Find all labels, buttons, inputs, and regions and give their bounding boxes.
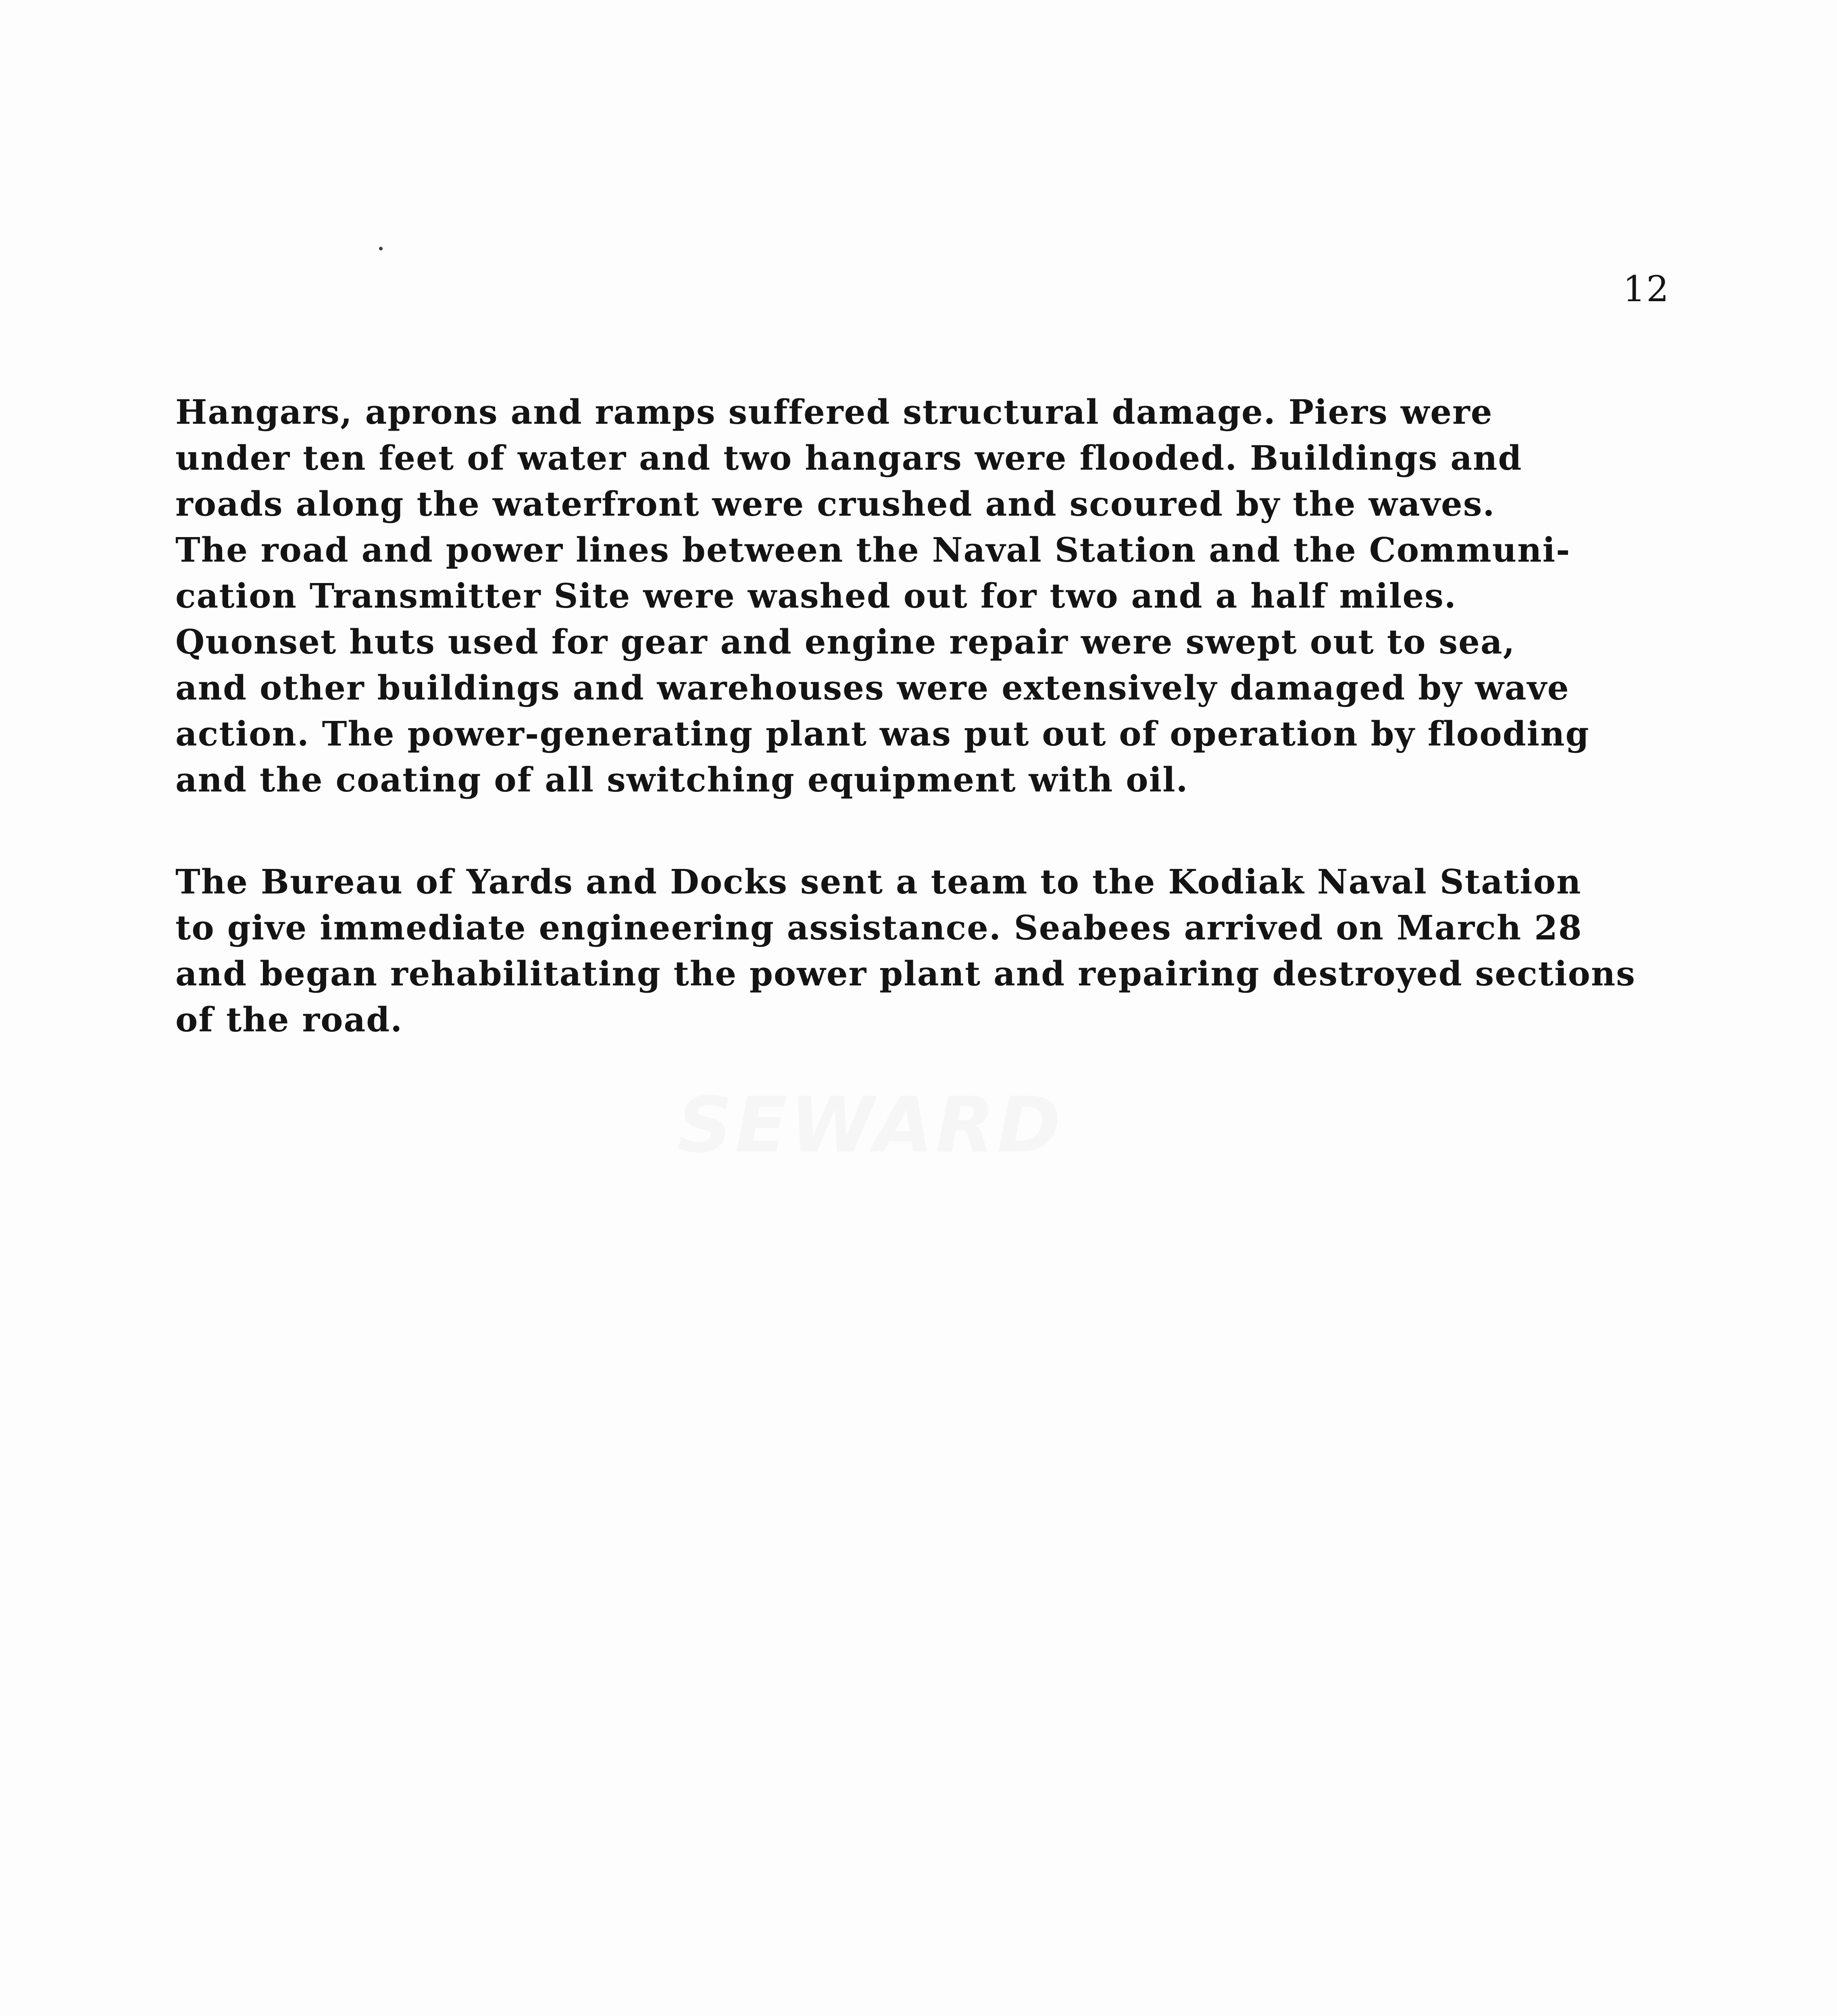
text-line: of the road. [175,1000,403,1039]
text-line: Quonset huts used for gear and engine repair were swept out to sea, [175,622,1516,662]
page-number: 12 [1623,268,1670,310]
text-line: Hangars, aprons and ramps suffered structural damage. Piers were [175,392,1493,432]
text-line: under ten feet of water and two hangars were flooded. Buildings and [175,438,1523,478]
faint-watermark: SEWARD [677,1081,1063,1170]
text-line: and other buildings and warehouses were extensively damaged by wave [175,668,1570,708]
text-line: and began rehabilitating the power plant and repairing destroyed sections [175,954,1636,993]
paragraph-engineering-assistance [175,859,1636,1043]
text-line: to give immediate engineering assistance. Seabees arrived on March 28 [175,908,1583,948]
text-line: action. The power-generating plant was put out of operation by flooding [175,714,1590,754]
text-line: roads along the waterfront were crushed and scoured by the waves. [175,484,1495,524]
text-line: cation Transmitter Site were washed out for two and a half miles. [175,576,1457,616]
paragraph-damage-report [175,389,1590,803]
text-line: The Bureau of Yards and Docks sent a team to the Kodiak Naval Station [175,862,1582,902]
scan-speck [379,247,383,250]
text-line: and the coating of all switching equipment with oil. [175,760,1189,800]
text-line: The road and power lines between the Naval Station and the Communi- [175,530,1571,570]
